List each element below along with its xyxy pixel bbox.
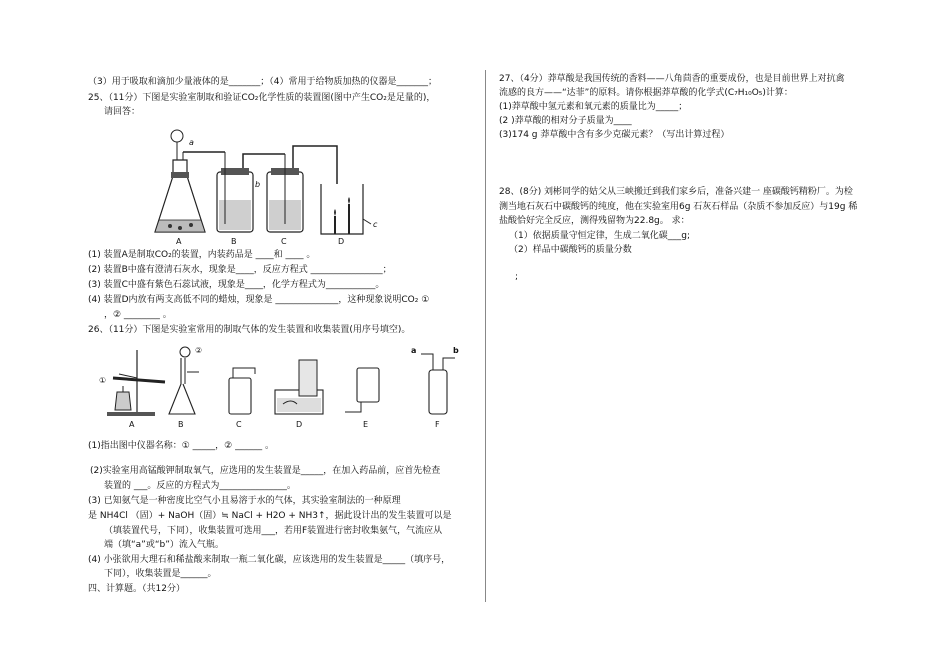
q26-line-5: 是 NH4Cl （固）+ NaOH（固）≒ NaCl + H2O + NH3↑，据此设计出的发生装置可以是 [88,511,452,521]
fig25-label-A: A [176,237,182,246]
fig25-label-c: c [373,220,378,229]
q25-line-5: ，② ________ 。 [104,310,172,320]
fig26-label-2: ② [195,346,203,355]
q26-line-4: (3) 已知氨气是一种密度比空气小且易溶于水的气体，其实验室制法的一种原理 [88,496,401,506]
co2-apparatus-figure [145,124,395,249]
fig26-label-F: F [435,420,440,429]
right-column [487,0,950,671]
fig26-label-E: E [363,420,369,429]
fig26-label-B: B [178,420,184,429]
q28-line-1: 28、(8分) 刘彬同学的姑父从三峡搬迁到我们家乡后，准备兴建一 座碳酸钙精粉厂。为检 [499,187,853,197]
q26-line-6: （填装置代号，下同），收集装置可选用___，若用F装置进行密封收集氨气，气流应从 [104,526,443,536]
fig25-label-a: a [189,138,194,147]
fig25-label-b: b [255,180,261,189]
q27-line-3: (1)莽草酸中氢元素和氧元素的质量比为_____； [499,102,688,112]
fig25-label-B: B [231,237,237,246]
q28-line-4: （1）依据质量守恒定律，生成二氧化碳___g; [509,231,690,241]
q26-line-9: 下同），收集装置是______。 [104,569,217,579]
gas-apparatus-figure [95,344,480,436]
q28-line-5: （2）样品中碳酸钙的质量分数 [509,245,632,255]
q27-line-4: (2 )莽草酸的相对分子质量为____ [499,116,632,126]
q28-line-2: 测当地石灰石中碳酸钙的纯度，他在实验室用6g 石灰石样品（杂质不参加反应）与19g 稀 [499,202,858,212]
q25-title: 25、（11分）下图是实验室制取和验证CO₂化学性质的装置图(图中产生CO₂是足量的)， [88,93,436,103]
q25-title-cont: 请回答： [104,107,141,117]
q25-line-3: (3) 装置C中盛有紫色石蕊试液，现象是____，化学方程式为___________。 [88,280,385,290]
fig26-label-a: a [411,346,417,355]
q26-line-2: (2)实验室用高锰酸钾制取氧气，应选用的发生装置是_____，在加入药品前，应首先检查 [90,466,441,476]
stray-semicolon: ; [515,272,519,282]
fig25-label-C: C [281,237,287,246]
section-heading-calculation: 四、计算题。（共12分） [88,584,185,594]
fig26-label-A: A [129,420,135,429]
q26-line-7: 端（填“a”或“b”）流入气瓶。 [104,540,224,550]
q26-line-1: (1)指出图中仪器名称：① _____，② ______ 。 [88,441,274,451]
q27-line-1: 27、（4分）莽草酸是我国传统的香料——八角茴香的重要成份，也是目前世界上对抗禽 [499,74,845,84]
q26-line-3: 装置的 ___。反应的方程式为_______________。 [104,481,296,491]
q25-line-1: (1) 装置A是制取CO₂的装置，内装药品是 ____和 ____ 。 [88,250,316,260]
fig26-label-D: D [296,420,303,429]
fig25-label-D: D [338,237,345,246]
q27-line-2: 流感的良方——“达菲”的原料。请你根据莽草酸的化学式(C₇H₁₀O₅)计算： [499,88,793,98]
fig26-label-b: b [453,346,459,355]
q28-line-3: 盐酸恰好完全反应，测得残留物为22.8g。 求： [499,216,690,226]
q26-title: 26、（11分）下图是实验室常用的制取气体的发生装置和收集装置(用序号填空)。 [88,325,411,335]
q27-line-5: (3)174 g 莽草酸中含有多少克碳元素？（写出计算过程） [499,130,730,140]
fig26-label-1: ① [99,376,107,385]
q25-line-4: (4) 装置D内放有两支高低不同的蜡烛，现象是 ______________，这种现象说明CO₂ ① [88,295,430,305]
fig26-label-C: C [236,420,242,429]
column-divider [485,70,486,602]
q25-line-2: (2) 装置B中盛有澄清石灰水，现象是____，反应方程式 ________________； [88,265,392,275]
q24-line: （3）用于吸取和滴加少量液体的是_______；（4）常用于给物质加热的仪器是_______； [88,77,437,87]
q26-line-8: (4) 小张欲用大理石和稀盐酸来制取一瓶二氧化碳，应该选用的发生装置是_____（填序号， [88,555,451,565]
